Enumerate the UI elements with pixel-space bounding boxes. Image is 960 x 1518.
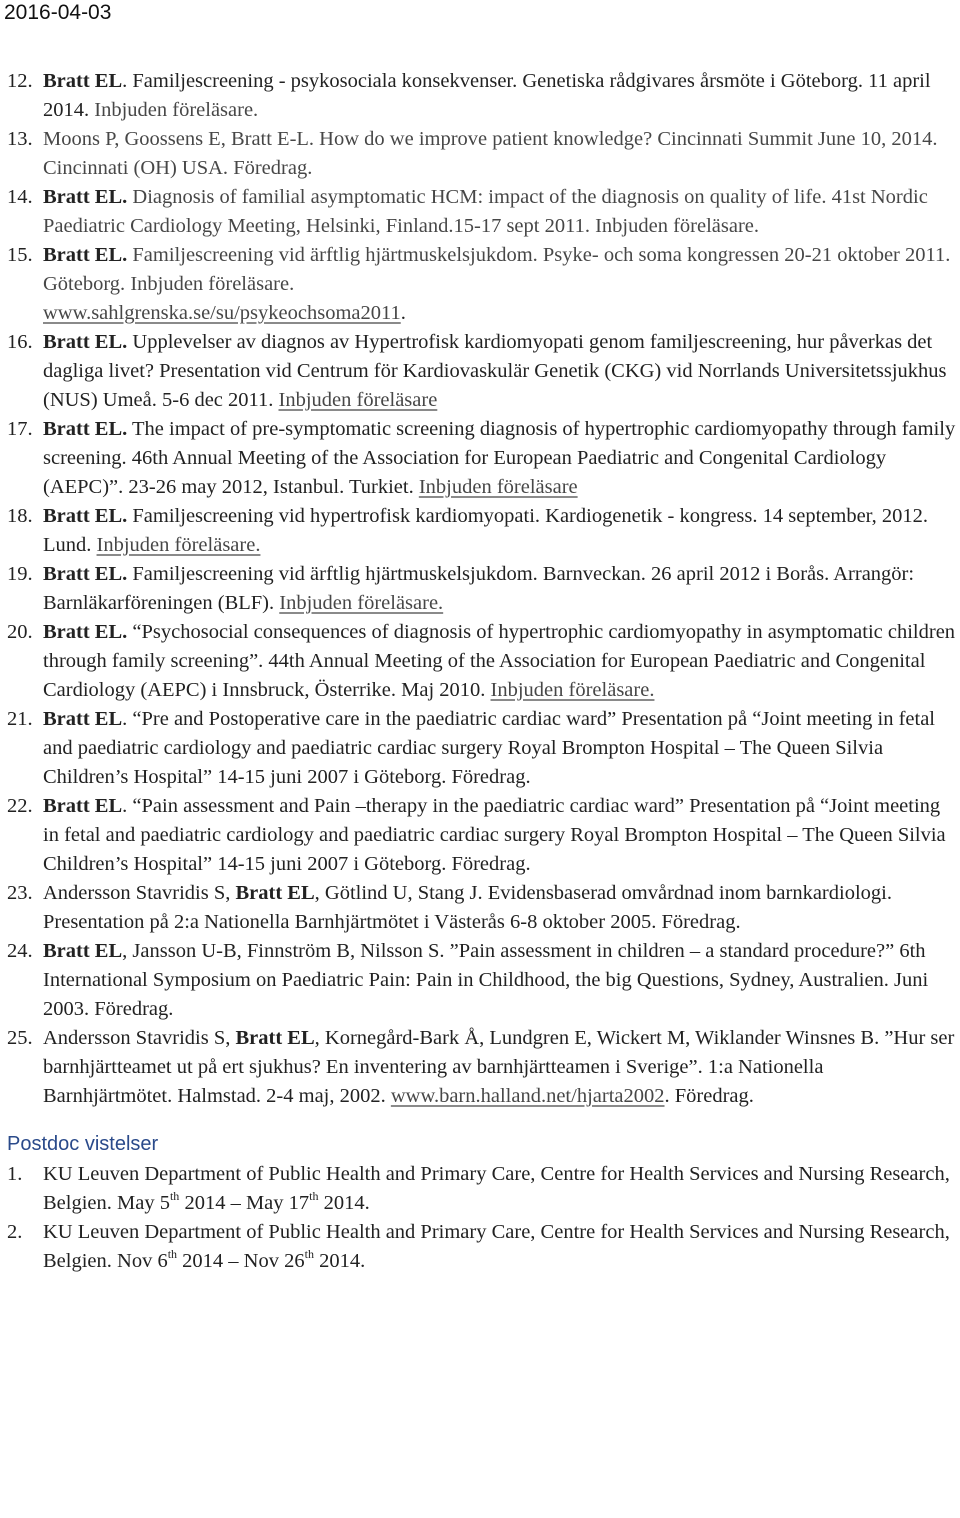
entry-text: “Psychosocial consequences of diagnosis of hypertrophic cardiomyopathy in asymptomatic children through family screening”. 44th Annual Meeting of the Association for European Paediatric and Congenital Cardiology (AEPC) i Innsbruck, Österrike. Maj 2010. bbox=[43, 621, 956, 701]
entry-note: Inbjuden föreläsare. bbox=[130, 273, 295, 295]
item-number: 2. bbox=[7, 1221, 23, 1243]
link-psykeochsoma[interactable]: www.sahlgrenska.se/su/psykeochsoma2011 bbox=[43, 302, 401, 324]
entry-text: KU Leuven Department of Public Health and Primary Care, Centre for Health Services and Nursing Research, Belgien. Nov 6 bbox=[43, 1221, 950, 1272]
entry-text: 2014. bbox=[318, 1192, 370, 1214]
author: Bratt EL bbox=[43, 708, 123, 730]
list-item bbox=[7, 560, 957, 618]
list-item bbox=[7, 1160, 957, 1218]
item-number: 24. bbox=[7, 940, 33, 962]
entry-text: Moons P, Goossens E, Bratt E-L. How do we improve patient knowledge? Cincinnati Summit June 10, 2014. Cincinnati (OH) USA. bbox=[43, 128, 938, 179]
item-number: 23. bbox=[7, 882, 33, 904]
author: Bratt EL. bbox=[43, 563, 128, 585]
entry-text: . bbox=[400, 302, 406, 324]
item-number: 1. bbox=[7, 1163, 23, 1185]
entry-text: KU Leuven Department of Public Health and Primary Care, Centre for Health Services and Nursing Research, Belgien. May 5 bbox=[43, 1163, 950, 1214]
entry-text: Familjescreening vid ärftlig hjärtmuskelsjukdom. Psyke- och soma kongressen 20-21 oktober 2011. Göteborg. bbox=[43, 244, 951, 295]
author: Bratt EL. bbox=[43, 418, 128, 440]
item-number: 16. bbox=[7, 331, 33, 353]
list-item bbox=[7, 792, 957, 879]
list-item bbox=[7, 328, 957, 415]
list-item bbox=[7, 1218, 957, 1276]
entry-note: Inbjuden föreläsare bbox=[418, 476, 578, 498]
list-item bbox=[7, 937, 957, 1024]
entry-note: Inbjuden föreläsare. bbox=[490, 679, 655, 701]
author: Bratt EL bbox=[235, 1027, 315, 1049]
item-number: 21. bbox=[7, 708, 33, 730]
entry-text: 2014. bbox=[313, 1250, 366, 1272]
item-number: 17. bbox=[7, 418, 33, 440]
list-item bbox=[7, 183, 957, 241]
entry-text: . Föredrag. bbox=[664, 1085, 754, 1107]
author: Bratt EL bbox=[43, 940, 123, 962]
cv-document bbox=[7, 67, 957, 1276]
list-item bbox=[7, 67, 957, 125]
author: Bratt EL. bbox=[43, 244, 128, 266]
entry-text: 2014 – May 17 bbox=[179, 1192, 310, 1214]
list-item bbox=[7, 241, 957, 328]
list-item bbox=[7, 879, 957, 937]
list-item bbox=[7, 415, 957, 502]
section-heading-postdoc: Postdoc vistelser bbox=[7, 1133, 159, 1155]
entry-text: . “Pain assessment and Pain –therapy in the paediatric cardiac ward” Presentation på “Joint meeting in fetal and paediatric cardiology and paediatric cardiac surgery Royal Brompton Hospital – The Queen Silvia Children’s Hospital” 14-15 juni 2007 i Göteborg. Föredrag. bbox=[43, 795, 946, 875]
item-number: 13. bbox=[7, 128, 33, 150]
author: Bratt EL. bbox=[43, 621, 128, 643]
superscript: th bbox=[309, 1189, 319, 1204]
superscript: th bbox=[167, 1247, 178, 1262]
list-item bbox=[7, 502, 957, 560]
entry-note: Inbjuden föreläsare. bbox=[94, 99, 259, 121]
entry-text: The impact of pre-symptomatic screening diagnosis of hypertrophic cardiomyopathy through family screening. 46th Annual Meeting of the Association for European Paediatric and Congenital Cardiology (AEPC)”. 23-26 may 2012, Istanbul. Turkiet. bbox=[43, 418, 956, 498]
item-number: 18. bbox=[7, 505, 33, 527]
entry-note: Föredrag. bbox=[233, 157, 313, 179]
entry-text: , Kornegård-Bark Å, Lundgren E, Wickert M, Wiklander Winsnes B. ”Hur ser barnhjärtteamet ut på ert sjukhus? En inventering av barnhjärtteamen i Sverige”. 1:a Nationella Barnhjärtmötet. Halmstad. 2-4 maj, 2002. bbox=[43, 1027, 955, 1107]
author: Bratt EL. bbox=[43, 186, 128, 208]
entry-text: Familjescreening vid hypertrofisk kardiomyopati. Kardiogenetik - kongress. 14 september, 2012. Lund. bbox=[43, 505, 929, 556]
entry-text: . Familjescreening - psykosociala konsekvenser. Genetiska rådgivares årsmöte i Göteborg. 11 april 2014. bbox=[43, 70, 931, 121]
item-number: 14. bbox=[7, 186, 33, 208]
item-number: 25. bbox=[7, 1027, 33, 1049]
item-number: 12. bbox=[7, 70, 33, 92]
superscript: th bbox=[304, 1247, 314, 1262]
entry-text: , Jansson U-B, Finnström B, Nilsson S. ”Pain assessment in children – a standard procedure?” 6th International Symposium on Paediatric Pain: Pain in Childhood, the big Questions, Sydney, Australien. Juni 2003. Föredrag. bbox=[43, 940, 929, 1020]
list-item bbox=[7, 705, 957, 792]
entry-text: Diagnosis of familial asymptomatic HCM: impact of the diagnosis on quality of life. 41st Nordic Paediatric Cardiology Meeting, Helsinki, Finland.15-17 sept 2011. bbox=[43, 186, 928, 237]
entry-text: . “Pre and Postoperative care in the paediatric cardiac ward” Presentation på “Joint meeting in fetal and paediatric cardiology and paediatric cardiac surgery Royal Brompton Hospital – The Queen Silvia Children’s Hospital” 14-15 juni 2007 i Göteborg. Föredrag. bbox=[43, 708, 935, 788]
item-number: 15. bbox=[7, 244, 33, 266]
list-item bbox=[7, 1024, 957, 1111]
entry-note: Inbjuden föreläsare bbox=[278, 389, 438, 411]
item-number: 22. bbox=[7, 795, 33, 817]
author: Bratt EL bbox=[43, 70, 123, 92]
entry-text: Familjescreening vid ärftlig hjärtmuskelsjukdom. Barnveckan. 26 april 2012 i Borås. Arrangör: Barnläkarföreningen (BLF). bbox=[43, 563, 915, 614]
item-number: 19. bbox=[7, 563, 33, 585]
entry-note: Inbjuden föreläsare. bbox=[595, 215, 760, 237]
entry-note: Inbjuden föreläsare. bbox=[96, 534, 261, 556]
entry-text: 2014 – Nov 26 bbox=[177, 1250, 305, 1272]
item-number: 20. bbox=[7, 621, 33, 643]
author: Bratt EL bbox=[235, 882, 315, 904]
superscript: th bbox=[169, 1189, 180, 1204]
entry-text: Andersson Stavridis S, bbox=[43, 882, 236, 904]
entry-note: Inbjuden föreläsare. bbox=[279, 592, 444, 614]
list-item bbox=[7, 618, 957, 705]
author: Bratt EL bbox=[43, 795, 123, 817]
author: Bratt EL. bbox=[43, 331, 128, 353]
entry-text: , Götlind U, Stang J. Evidensbaserad omvårdnad inom barnkardiologi. Presentation på 2:a Nationella Barnhjärtmötet i Västerås 6-8 oktober 2005. Föredrag. bbox=[43, 882, 892, 933]
list-item bbox=[7, 125, 957, 183]
entry-text: Andersson Stavridis S, bbox=[43, 1027, 236, 1049]
page-date: 2016-04-03 bbox=[4, 1, 112, 24]
entry-text: Upplevelser av diagnos av Hypertrofisk kardiomyopati genom familjescreening, hur påverkas det dagliga livet? Presentation vid Centrum för Kardiovaskulär Genetik (CKG) vid Norrlands Universitetssjukhus (NUS) Umeå. 5-6 dec 2011. bbox=[43, 331, 947, 411]
link-barn-halland[interactable]: www.barn.halland.net/hjarta2002 bbox=[390, 1085, 665, 1107]
author: Bratt EL. bbox=[43, 505, 128, 527]
